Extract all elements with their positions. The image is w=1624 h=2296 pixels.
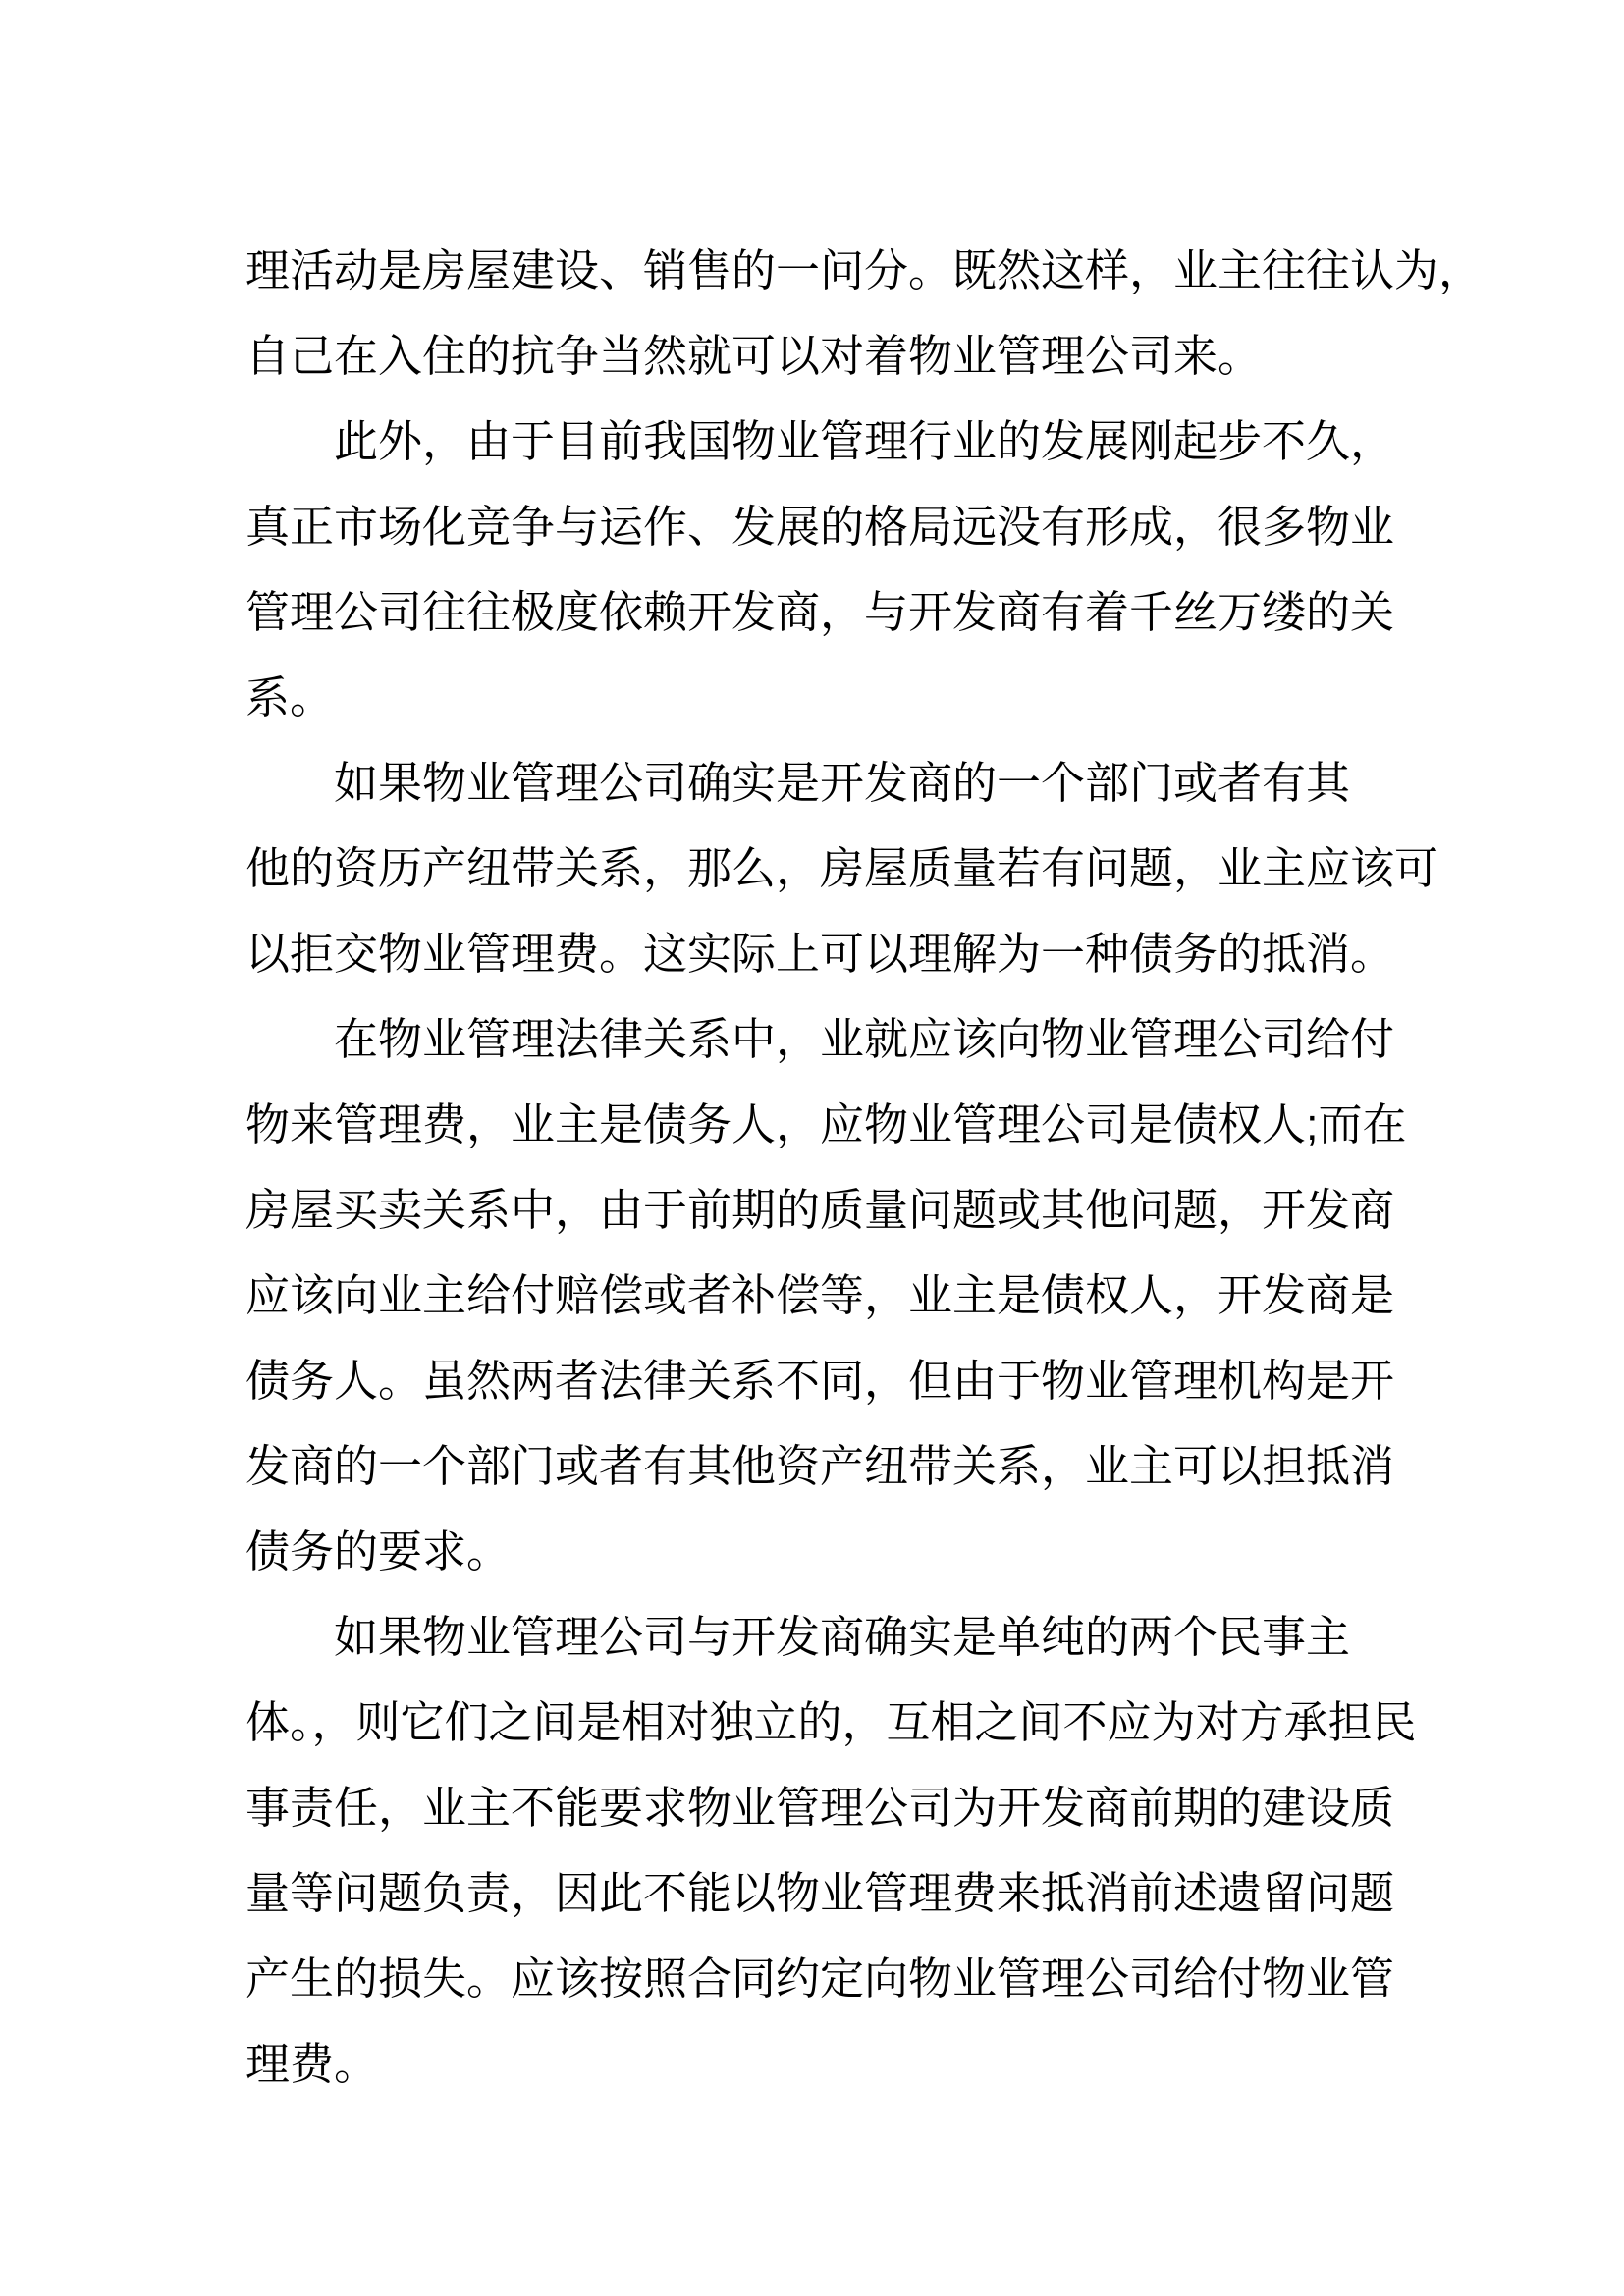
text-line: 理费。 <box>245 2039 379 2089</box>
paragraph <box>245 228 1484 399</box>
text-line: 管理公司往往极度依赖开发商，与开发商有着千丝万缕的关 <box>245 587 1395 637</box>
text-line: 物来管理费，业主是债务人，应物业管理公司是债权人;而在 <box>245 1099 1407 1149</box>
text-line: 债务人。虽然两者法律关系不同，但由于物业管理机构是开 <box>245 1356 1395 1406</box>
text-line: 发商的一个部门或者有其他资产纽带关系，业主可以担抵消 <box>245 1441 1395 1491</box>
paragraph <box>245 399 1443 740</box>
text-block <box>245 228 1484 2107</box>
text-line: 应该向业主给付赔偿或者补偿等，业主是债权人，开发商是 <box>245 1270 1395 1320</box>
text-line: 如果物业管理公司与开发商确实是单纯的两个民事主 <box>334 1612 1351 1662</box>
text-line: 自己在入住的抗争当然就可以对着物业管理公司来。 <box>245 331 1263 381</box>
text-line: 量等问题负责，因此不能以物业管理费来抵消前述遗留问题 <box>245 1868 1395 1918</box>
text-line: 系。 <box>245 672 335 722</box>
text-line: 此外，由于目前我国物业管理行业的发展刚起步不久， <box>334 416 1395 466</box>
paragraph <box>245 1594 1443 2107</box>
text-line: 房屋买卖关系中，由于前期的质量问题或其他问题，开发商 <box>245 1185 1395 1235</box>
paragraph <box>245 996 1443 1594</box>
text-line: 债务的要求。 <box>245 1526 512 1576</box>
text-line: 产生的损失。应该按照合同约定向物业管理公司给付物业管 <box>245 1953 1395 2003</box>
text-line: 体。，则它们之间是相对独立的，互相之间不应为对方承担民 <box>245 1697 1417 1747</box>
text-line: 他的资历产纽带关系，那么，房屋质量若有问题，业主应该可 <box>245 843 1439 893</box>
text-line: 事责任，业主不能要求物业管理公司为开发商前期的建设质 <box>245 1783 1395 1833</box>
text-line: 真正市场化竞争与运作、发展的格局远没有形成，很多物业 <box>245 502 1395 552</box>
text-line: 如果物业管理公司确实是开发商的一个部门或者有其 <box>334 758 1351 808</box>
text-line: 以拒交物业管理费。这实际上可以理解为一种债务的抵消。 <box>245 929 1395 979</box>
text-line: 理活动是房屋建设、销售的一问分。既然这样，业主往往认为， <box>245 245 1484 295</box>
text-line: 在物业管理法律关系中，业就应该向物业管理公司给付 <box>334 1014 1395 1064</box>
paragraph <box>245 740 1443 996</box>
